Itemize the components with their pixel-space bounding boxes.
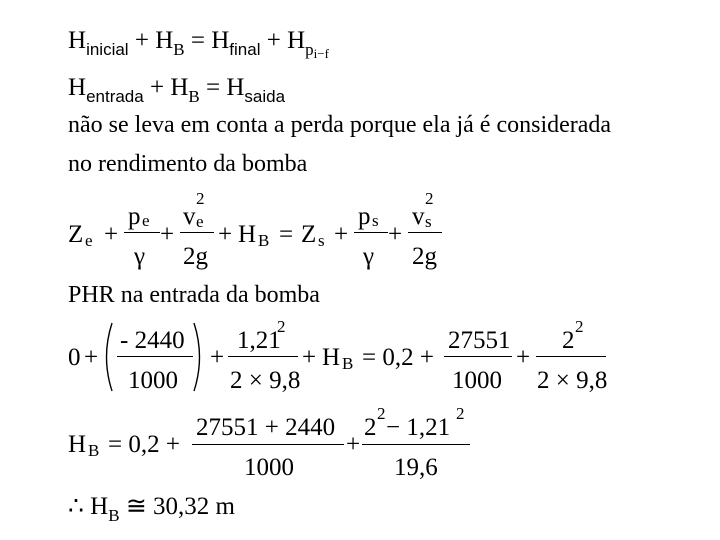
left-parenthesis: [100, 322, 114, 392]
fraction-bar: [362, 444, 470, 445]
note-line-2: no rendimento da bomba: [68, 151, 308, 177]
fraction-bar: [180, 232, 214, 233]
fraction-bar: [536, 356, 606, 357]
energy-equation-inlet-outlet: $H_{entrada} + H_B = H_{saida}$: [68, 74, 286, 106]
fraction-bar: [444, 356, 512, 357]
fraction-bar: [192, 444, 344, 445]
fraction-bar: [117, 356, 193, 357]
pump-head-result: ∴ $H_B$ ≅ 30,32 m: [68, 493, 235, 525]
note-line-1: não se leva em conta a perda porque ela já é considerada: [68, 112, 612, 138]
fraction-bar: [228, 356, 298, 357]
fraction-bar: [124, 232, 160, 233]
fraction-bar: [408, 232, 442, 233]
right-parenthesis: [192, 322, 206, 392]
energy-equation-initial-final: $H_{inicial} + H_B = H_{final} + H_{pi-f}$: [68, 27, 329, 61]
fraction-bar: [354, 232, 388, 233]
document-page: $H_{inicial} + H_B = H_{final} + H_{pi-f}$ $H_{entrada} + H_B = H_{saida}$ não se leva em conta a perda porque ela já é considerada no rendimento da bomba Z e + p e γ + v 2 e 2g + H B = Z s + p s γ + v 2 s 2g PHR na entrada da bomba 0 + - 2440 1000 + 1,21 2 2 × 9,8 + H B = 0,2 + 27551 1000 + 2 2 2 × 9,8 H B = 0,2 + 27551 + 2440 1000 + 2 2 − 1,21 2 19,6 ∴ $H_B$ ≅ 30,32 m: [68, 27, 612, 525]
note-line-3: PHR na entrada da bomba: [68, 282, 320, 308]
